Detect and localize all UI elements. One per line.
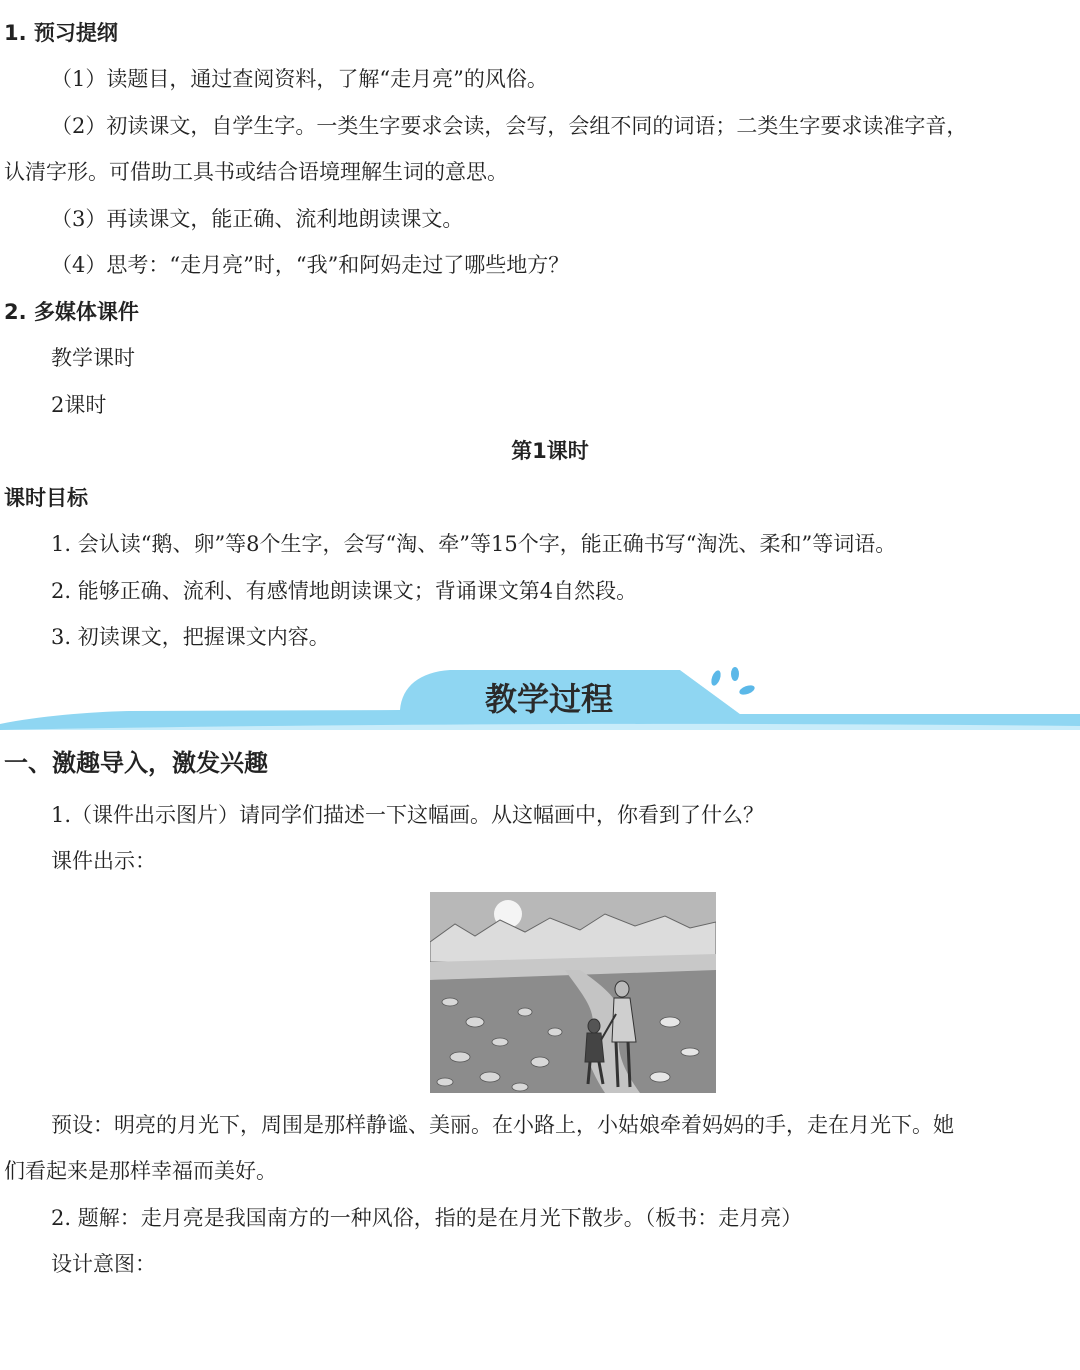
preview-item-1: （1）读题目，通过查阅资料，了解“走月亮”的风俗。 xyxy=(51,67,548,91)
preview-item-4: （4）思考：“走月亮”时，“我”和阿妈走过了哪些地方？ xyxy=(51,253,570,277)
media-heading: 2. 多媒体课件 xyxy=(4,300,139,324)
preset-line-2: 们看起来是那样幸福而美好。 xyxy=(4,1159,277,1183)
preview-heading: 1. 预习提纲 xyxy=(4,21,118,45)
banner-title: 教学过程 xyxy=(484,680,614,718)
section-banner xyxy=(0,666,1080,732)
section1-heading: 一、激趣导入，激发兴趣 xyxy=(4,749,268,777)
moonlit-walk-illustration xyxy=(430,892,716,1093)
preview-item-3: （3）再读课文，能正确、流利地朗读课文。 xyxy=(51,207,464,231)
goal-1: 1. 会认读“鹅、卵”等8个生字，会写“淘、牵”等15个字，能正确书写“淘洗、柔和”等词语。 xyxy=(51,532,897,556)
preview-item-2: （2）初读课文，自学生字。一类生字要求会读，会写，会组不同的词语；二类生字要求读准字音， xyxy=(51,114,968,138)
goals-heading: 课时目标 xyxy=(4,486,88,510)
goal-2: 2. 能够正确、流利、有感情地朗读课文；背诵课文第4自然段。 xyxy=(51,579,638,603)
preset-line-1: 预设：明亮的月光下，周围是那样静谧、美丽。在小路上，小姑娘牵着妈妈的手，走在月光下。她 xyxy=(51,1113,954,1137)
period-label: 教学课时 xyxy=(51,346,135,370)
design-label: 设计意图： xyxy=(51,1252,156,1276)
lesson-title: 第1课时 xyxy=(511,439,589,463)
preview-item-2-cont: 认清字形。可借助工具书或结合语境理解生词的意思。 xyxy=(4,160,508,184)
section1-step2: 2. 题解：走月亮是我国南方的一种风俗，指的是在月光下散步。（板书：走月亮） xyxy=(51,1206,803,1230)
goal-3: 3. 初读课文，把握课文内容。 xyxy=(51,625,330,649)
section1-step1: 1.（课件出示图片）请同学们描述一下这幅画。从这幅画中，你看到了什么？ xyxy=(51,803,765,827)
period-value: 2课时 xyxy=(51,393,107,417)
show-label: 课件出示： xyxy=(51,849,156,873)
